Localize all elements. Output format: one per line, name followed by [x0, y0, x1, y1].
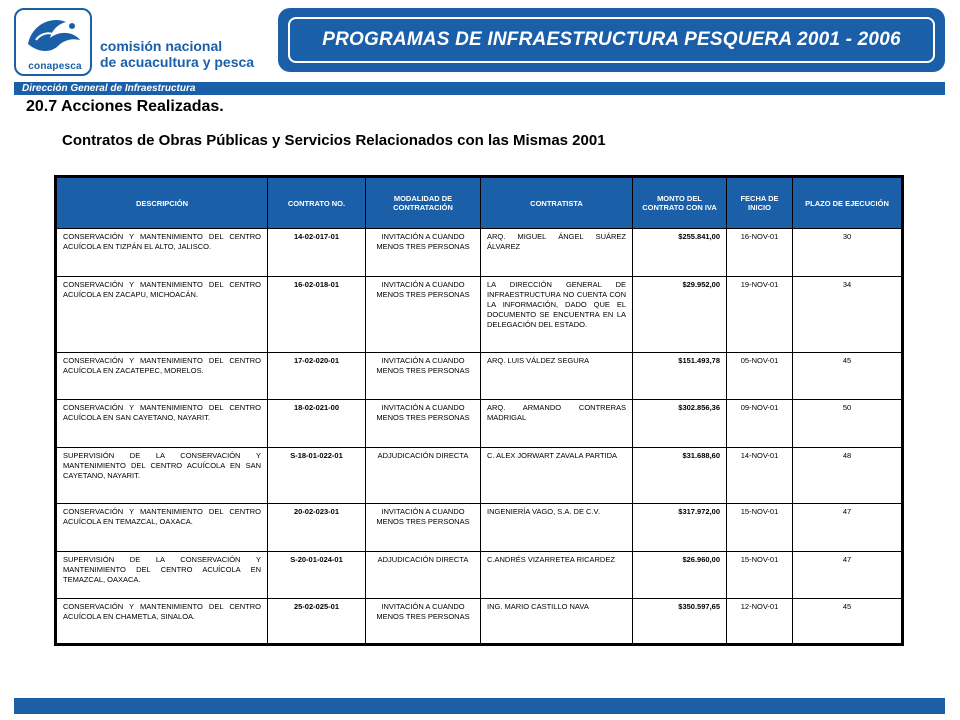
department-label: Dirección General de Infraestructura	[22, 83, 196, 94]
table-subtitle: Contratos de Obras Públicas y Servicios Relacionados con las Mismas 2001	[62, 132, 606, 149]
cell-modalidad: INVITACIÓN A CUANDO MENOS TRES PERSONAS	[366, 400, 481, 448]
cell-monto: $151.493,78	[633, 353, 727, 400]
cell-plazo: 45	[793, 599, 903, 645]
cell-contratista: ING. MARIO CASTILLO NAVA	[481, 599, 633, 645]
cell-plazo: 50	[793, 400, 903, 448]
table-header-row	[56, 177, 903, 229]
cell-plazo: 34	[793, 277, 903, 353]
table-row	[56, 552, 903, 599]
table-row	[56, 400, 903, 448]
cell-plazo: 47	[793, 552, 903, 599]
cell-plazo: 45	[793, 353, 903, 400]
cell-monto: $317.972,00	[633, 504, 727, 552]
cell-contrato: 16-02-018-01	[268, 277, 366, 353]
cell-monto: $29.952,00	[633, 277, 727, 353]
logo-wordmark: conapesca	[28, 61, 82, 72]
header-contrato: CONTRATO NO.	[268, 177, 366, 229]
org-name-line1: comisión nacional	[100, 38, 223, 54]
cell-contrato: S-18-01-022-01	[268, 448, 366, 504]
cell-monto: $350.597,65	[633, 599, 727, 645]
organization-name	[100, 38, 254, 70]
fish-logo-icon	[22, 14, 86, 60]
cell-modalidad: ADJUDICACIÓN DIRECTA	[366, 448, 481, 504]
cell-modalidad: INVITACIÓN A CUANDO MENOS TRES PERSONAS	[366, 229, 481, 277]
table-row	[56, 277, 903, 353]
cell-monto: $26.960,00	[633, 552, 727, 599]
page-title: PROGRAMAS DE INFRAESTRUCTURA PESQUERA 2001 - 2006	[322, 29, 901, 50]
cell-modalidad: INVITACIÓN A CUANDO MENOS TRES PERSONAS	[366, 353, 481, 400]
cell-fecha: 09-NOV-01	[727, 400, 793, 448]
cell-modalidad: ADJUDICACIÓN DIRECTA	[366, 552, 481, 599]
cell-contratista: C. ALEX JORWART ZAVALA PARTIDA	[481, 448, 633, 504]
cell-contratista: ARQ. MIGUEL ÁNGEL SUÁREZ ÁLVAREZ	[481, 229, 633, 277]
title-banner	[278, 8, 945, 72]
table-row	[56, 504, 903, 552]
contracts-table	[54, 175, 904, 646]
header-modalidad: MODALIDAD DE CONTRATACIÓN	[366, 177, 481, 229]
cell-contrato: 25-02-025-01	[268, 599, 366, 645]
cell-descripcion: SUPERVISIÓN DE LA CONSERVACIÓN Y MANTENIMIENTO DEL CENTRO ACUÍCOLA EN SAN CAYETANO, NAYARIT.	[56, 448, 268, 504]
conapesca-logo	[14, 8, 92, 76]
table-row	[56, 448, 903, 504]
cell-fecha: 12-NOV-01	[727, 599, 793, 645]
cell-monto: $31.688,60	[633, 448, 727, 504]
cell-fecha: 14-NOV-01	[727, 448, 793, 504]
header-monto: MONTO DEL CONTRATO CON IVA	[633, 177, 727, 229]
cell-modalidad: INVITACIÓN A CUANDO MENOS TRES PERSONAS	[366, 599, 481, 645]
org-name-line2: de acuacultura y pesca	[100, 54, 255, 70]
header-contratista: CONTRATISTA	[481, 177, 633, 229]
cell-contratista: LA DIRECCIÓN GENERAL DE INFRAESTRUCTURA NO CUENTA CON LA INFORMACIÓN, DADO QUE EL DOCUMENTO SE ENCUENTRA EN LA DELEGACIÓN DEL ESTADO.	[481, 277, 633, 353]
cell-modalidad: INVITACIÓN A CUANDO MENOS TRES PERSONAS	[366, 277, 481, 353]
cell-modalidad: INVITACIÓN A CUANDO MENOS TRES PERSONAS	[366, 504, 481, 552]
cell-descripcion: CONSERVACIÓN Y MANTENIMIENTO DEL CENTRO ACUÍCOLA EN ZACATEPEC, MORELOS.	[56, 353, 268, 400]
cell-contratista: C.ANDRÉS VIZARRETEA RICARDEZ	[481, 552, 633, 599]
header-bar	[14, 82, 945, 95]
cell-descripcion: CONSERVACIÓN Y MANTENIMIENTO DEL CENTRO ACUÍCOLA EN CHAMETLA, SINALOA.	[56, 599, 268, 645]
cell-fecha: 19-NOV-01	[727, 277, 793, 353]
cell-descripcion: CONSERVACIÓN Y MANTENIMIENTO DEL CENTRO ACUÍCOLA EN TIZPÁN EL ALTO, JALISCO.	[56, 229, 268, 277]
cell-contratista: INGENIERÍA VAGO, S.A. DE C.V.	[481, 504, 633, 552]
cell-descripcion: CONSERVACIÓN Y MANTENIMIENTO DEL CENTRO ACUÍCOLA EN ZACAPU, MICHOACÁN.	[56, 277, 268, 353]
cell-descripcion: SUPERVISIÓN DE LA CONSERVACIÓN Y MANTENIMIENTO DEL CENTRO ACUÍCOLA EN TEMAZCAL, OAXACA.	[56, 552, 268, 599]
cell-contrato: 20-02-023-01	[268, 504, 366, 552]
header-plazo: PLAZO DE EJECUCIÓN	[793, 177, 903, 229]
cell-monto: $302.856,36	[633, 400, 727, 448]
cell-plazo: 30	[793, 229, 903, 277]
cell-fecha: 15-NOV-01	[727, 504, 793, 552]
table-row	[56, 599, 903, 645]
title-banner-inner	[288, 17, 935, 63]
cell-contratista: ARQ. LUIS VÁLDEZ SEGURA	[481, 353, 633, 400]
cell-plazo: 48	[793, 448, 903, 504]
cell-contrato: 18-02-021-00	[268, 400, 366, 448]
cell-monto: $255.841,00	[633, 229, 727, 277]
table-row	[56, 353, 903, 400]
header-descripcion: DESCRIPCIÓN	[56, 177, 268, 229]
header-fecha: FECHA DE INICIO	[727, 177, 793, 229]
section-title: 20.7 Acciones Realizadas.	[26, 98, 224, 115]
cell-contrato: 17-02-020-01	[268, 353, 366, 400]
cell-fecha: 05-NOV-01	[727, 353, 793, 400]
cell-fecha: 15-NOV-01	[727, 552, 793, 599]
cell-plazo: 47	[793, 504, 903, 552]
cell-contrato: S-20-01-024-01	[268, 552, 366, 599]
cell-contrato: 14-02-017-01	[268, 229, 366, 277]
cell-descripcion: CONSERVACIÓN Y MANTENIMIENTO DEL CENTRO ACUÍCOLA EN TEMAZCAL, OAXACA.	[56, 504, 268, 552]
cell-fecha: 16-NOV-01	[727, 229, 793, 277]
footer-bar	[14, 698, 945, 714]
cell-descripcion: CONSERVACIÓN Y MANTENIMIENTO DEL CENTRO ACUÍCOLA EN SAN CAYETANO, NAYARIT.	[56, 400, 268, 448]
cell-contratista: ARQ. ARMANDO CONTRERAS MADRIGAL	[481, 400, 633, 448]
table-row	[56, 229, 903, 277]
